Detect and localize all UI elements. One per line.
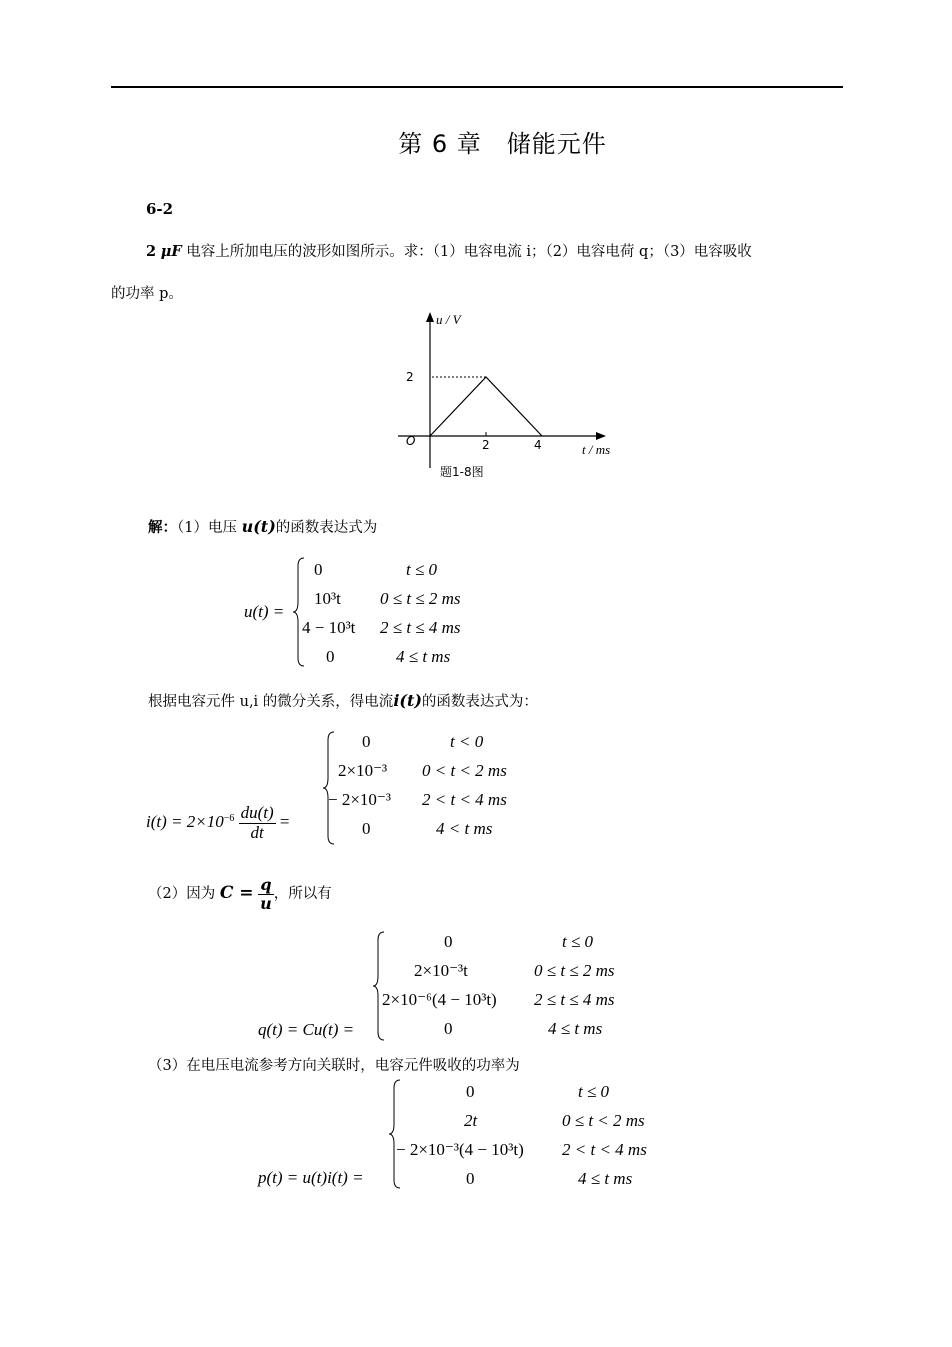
i-tail: 的函数表达式为： (421, 694, 538, 710)
x-tick-label-2: 2 (482, 438, 490, 452)
i-lhs-exp: −6 (223, 813, 235, 825)
capacitance-value: 2 (146, 243, 157, 260)
p-row-1-cond: 0 ≤ t < 2 ms (562, 1111, 645, 1130)
q-row-3-cond: 4 ≤ t ms (548, 1019, 603, 1038)
x-axis-arrow (596, 432, 606, 440)
p-brace (388, 1078, 402, 1190)
i-intro-text: 根据电容元件 u,i 的微分关系，得电流 (148, 694, 394, 710)
part1-var: u(t) (241, 517, 276, 536)
i-brace (322, 730, 336, 846)
p-equation (258, 1078, 678, 1196)
figure-caption: 题1-8图 (440, 465, 484, 479)
part2-frac-num: q (258, 876, 274, 895)
top-rule (111, 86, 843, 88)
origin-label: O (406, 434, 416, 448)
part1-text: （1）电压 (177, 520, 237, 536)
solution-part1-intro (148, 516, 377, 537)
q-brace (372, 930, 386, 1042)
u-row-2-cond: 2 ≤ t ≤ 4 ms (380, 618, 461, 637)
i-row-3-value: 0 (362, 819, 371, 838)
p-row-0-cond: t ≤ 0 (578, 1082, 610, 1101)
q-equation (258, 928, 658, 1046)
u-row-1-cond: 0 ≤ t ≤ 2 ms (380, 589, 461, 608)
part2-text: （2）因为 (148, 886, 216, 903)
i-var: i(t) (393, 691, 422, 710)
u-row-3-cond: 4 ≤ t ms (396, 647, 451, 666)
capacitance-unit-f: F (171, 243, 182, 260)
problem-statement-line1 (146, 240, 752, 261)
q-row-2-value: 2×10⁻⁶(4 − 10³t) (382, 990, 497, 1009)
problem-text-2: 的功率 p。 (111, 286, 183, 302)
i-derivative-fraction (239, 804, 276, 842)
p-row-2-value: − 2×10⁻³(4 − 10³t) (396, 1140, 524, 1159)
u-brace (292, 556, 306, 668)
chapter-title: 第 6 章 储能元件 (398, 130, 607, 158)
u-row-0-value: 0 (314, 560, 323, 579)
y-tick-label: 2 (406, 370, 414, 384)
u-row-2-value: 4 − 10³t (302, 618, 356, 637)
p-row-3-value: 0 (466, 1169, 475, 1188)
capacitance-unit-mu: μ (160, 243, 172, 260)
i-lhs-prefix: i(t) = 2×10 (146, 812, 224, 832)
p-row-2-cond: 2 < t < 4 ms (562, 1140, 647, 1159)
i-frac-num: du(t) (240, 803, 274, 822)
y-axis-arrow (426, 312, 434, 322)
q-row-3-value: 0 (444, 1019, 453, 1038)
part1-tail: 的函数表达式为 (275, 520, 378, 536)
u-row-0-cond: t ≤ 0 (406, 560, 438, 579)
p-row-1-value: 2t (464, 1111, 478, 1130)
u-equation (240, 556, 540, 674)
p-lhs: p(t) = u(t)i(t) = (258, 1168, 364, 1187)
voltage-waveform (430, 377, 542, 436)
i-row-0-cond: t < 0 (450, 732, 484, 751)
part2-frac-den: u (260, 893, 272, 913)
i-row-1-cond: 0 < t < 2 ms (422, 761, 507, 780)
u-row-1-value: 10³t (314, 589, 341, 608)
i-row-0-value: 0 (362, 732, 371, 751)
i-equation (146, 728, 546, 852)
i-row-2-cond: 2 < t < 4 ms (422, 790, 507, 809)
i-lhs: $i(t) = 2\times 10^{-6}$ $\frac{du(t)}{dt}$ = (146, 803, 290, 842)
i-row-2-value: − 2×10⁻³ (328, 790, 391, 809)
u-lhs: u(t) = (244, 602, 285, 621)
solution-label: 解： (148, 519, 177, 536)
part3-intro: （3）在电压电流参考方向关联时，电容元件吸收的功率为 (148, 1058, 520, 1074)
q-row-0-value: 0 (444, 932, 453, 951)
part2-c: C = (219, 883, 254, 904)
part2-fraction (258, 876, 274, 912)
q-lhs: q(t) = Cu(t) = (258, 1020, 355, 1039)
i-row-1-value: 2×10⁻³ (338, 761, 388, 780)
problem-number: 6-2 (146, 200, 174, 218)
part2-tail: ，所以有 (273, 886, 332, 903)
problem-text-1: 电容上所加电压的波形如图所示。求：（1）电容电流 i；（2）电容电荷 q；（3）电容吸收 (181, 244, 752, 260)
q-row-2-cond: 2 ≤ t ≤ 4 ms (534, 990, 615, 1009)
q-row-1-cond: 0 ≤ t ≤ 2 ms (534, 961, 615, 980)
x-tick-label-4: 4 (534, 438, 542, 452)
waveform-svg (380, 308, 640, 484)
q-row-1-value: 2×10⁻³t (414, 961, 468, 980)
part2-intro (148, 876, 332, 912)
p-row-3-cond: 4 ≤ t ms (578, 1169, 633, 1188)
x-axis-label: t / ms (582, 442, 611, 457)
u-row-3-value: 0 (326, 647, 335, 666)
waveform-figure (380, 308, 640, 484)
i-row-3-cond: 4 < t ms (436, 819, 493, 838)
current-intro (148, 690, 538, 711)
i-frac-den: dt (250, 822, 264, 842)
p-row-0-value: 0 (466, 1082, 475, 1101)
q-row-0-cond: t ≤ 0 (562, 932, 594, 951)
y-axis-label: u / V (436, 312, 461, 327)
